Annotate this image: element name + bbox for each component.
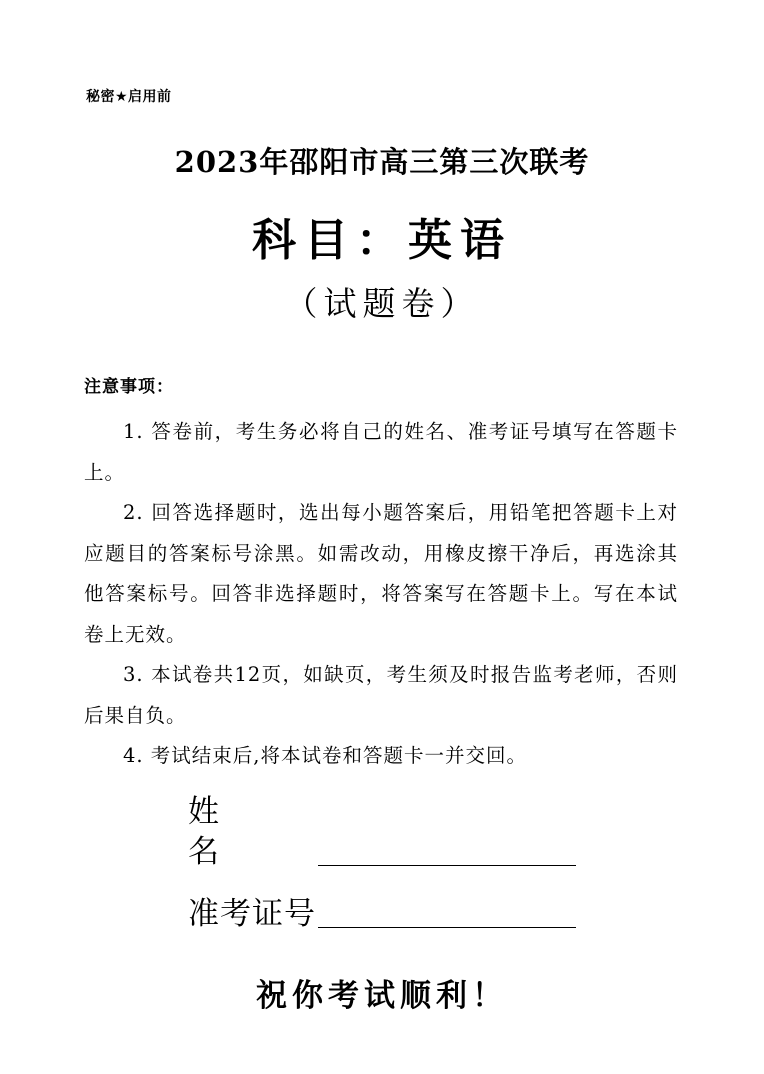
ticket-number-blank-line [318,921,576,928]
ticket-number-label: 准考证号 [188,896,316,932]
good-luck-message: 祝你考试顺利！ [256,978,508,1014]
notice-item-3: 3. 本试卷共12页，如缺页，考生须及时报告监考老师，否则后果自负。 [84,663,678,727]
notice-item-1: 1. 答卷前，考生务必将自己的姓名、准考证号填写在答题卡上。 [84,420,678,484]
subject-title: 科目：英语 [252,215,512,266]
secret-mark: 秘密★启用前 [86,89,172,105]
name-field [188,794,576,872]
notice-heading: 注意事项： [84,377,174,397]
notice-item-4: 4. 考试结束后,将本试卷和答题卡一并交回。 [123,744,528,767]
ticket-number-field [188,890,576,934]
name-blank-line [318,859,576,866]
paper-type: （试题卷） [284,284,480,323]
notice-item-2: 2. 回答选择题时，选出每小题答案后，用铅笔把答题卡上对应题目的答案标号涂黑。如需改动，用橡皮擦干净后，再选涂其他答案标号。回答非选择题时，将答案写在答题卡上。写在本试卷上无效。 [84,501,678,646]
name-label: 姓名 [188,794,285,870]
exam-title: 2023年邵阳市高三第三次联考 [174,145,590,179]
notice-list [84,412,678,777]
